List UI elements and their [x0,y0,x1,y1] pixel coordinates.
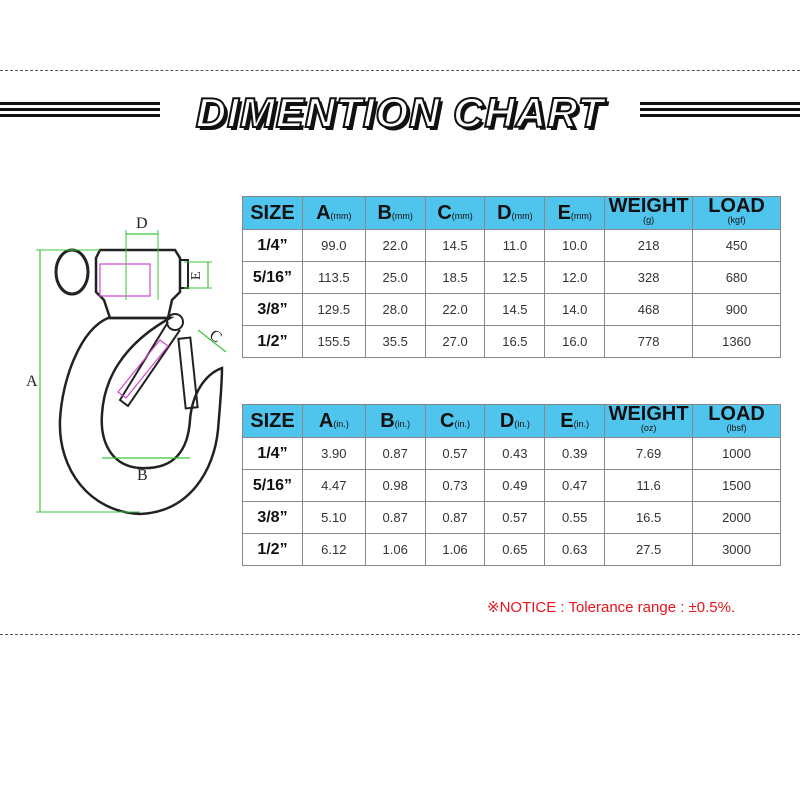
table-row [243,502,781,534]
cell-load: 1000 [693,438,781,470]
cell-size: 1/4” [243,230,303,262]
page-title: DIMENTION CHART [195,89,605,136]
header-b: B(in.) [365,405,425,438]
cell-e: 0.63 [545,534,605,566]
cell-weight: 7.69 [605,438,693,470]
header-size: SIZE [243,197,303,230]
cell-a: 3.90 [302,438,365,470]
cell-b: 28.0 [365,294,425,326]
cell-load: 1500 [693,470,781,502]
cell-d: 14.5 [485,294,545,326]
table-row [243,438,781,470]
cell-a: 4.47 [302,470,365,502]
cell-load: 900 [693,294,781,326]
table-imperial-header [243,405,781,438]
header-a: A(mm) [302,197,365,230]
hook-clevis [96,250,180,318]
cell-b: 25.0 [365,262,425,294]
table-row [243,326,781,358]
cell-size: 3/8” [243,502,303,534]
header-a: A(in.) [302,405,365,438]
dim-label-a: A [26,373,38,390]
table-row [243,470,781,502]
cell-d: 16.5 [485,326,545,358]
table-row [243,230,781,262]
cell-e: 0.39 [545,438,605,470]
cell-a: 99.0 [302,230,365,262]
cell-e: 0.55 [545,502,605,534]
dim-label-b: B [137,467,148,484]
header-e: E(mm) [545,197,605,230]
cell-size: 5/16” [243,262,303,294]
table-row [243,294,781,326]
cell-e: 10.0 [545,230,605,262]
cell-size: 3/8” [243,294,303,326]
cell-d: 0.43 [485,438,545,470]
cell-c: 0.57 [425,438,485,470]
cell-weight: 27.5 [605,534,693,566]
cell-c: 0.73 [425,470,485,502]
dim-label-c: C [205,326,225,347]
cell-a: 6.12 [302,534,365,566]
cell-a: 129.5 [302,294,365,326]
cell-b: 0.98 [365,470,425,502]
cell-size: 1/2” [243,326,303,358]
hook-latch-pivot [167,314,183,330]
cell-e: 16.0 [545,326,605,358]
cell-load: 450 [693,230,781,262]
cell-a: 5.10 [302,502,365,534]
cell-b: 0.87 [365,438,425,470]
cell-d: 0.65 [485,534,545,566]
header-weight: WEIGHT (g) [605,197,693,230]
cell-d: 11.0 [485,230,545,262]
cell-c: 27.0 [425,326,485,358]
cell-load: 680 [693,262,781,294]
table-row [243,534,781,566]
header-size: SIZE [243,405,303,438]
hook-body [60,318,222,514]
cell-e: 0.47 [545,470,605,502]
header-load: LOAD (kgf) [693,197,781,230]
header-e: E(in.) [545,405,605,438]
cell-e: 14.0 [545,294,605,326]
header-load: LOAD (lbsf) [693,405,781,438]
title-banner [0,88,800,138]
cell-weight: 218 [605,230,693,262]
cell-c: 0.87 [425,502,485,534]
cell-size: 1/4” [243,438,303,470]
header-weight: WEIGHT (oz) [605,405,693,438]
cell-d: 0.49 [485,470,545,502]
bottom-dashed-divider [0,634,800,635]
dimension-table-metric [242,196,781,358]
cell-c: 18.5 [425,262,485,294]
header-c: C(in.) [425,405,485,438]
cell-size: 5/16” [243,470,303,502]
cell-c: 1.06 [425,534,485,566]
cell-a: 113.5 [302,262,365,294]
cell-e: 12.0 [545,262,605,294]
cell-c: 22.0 [425,294,485,326]
dimension-table-imperial [242,404,781,566]
cell-load: 3000 [693,534,781,566]
left-stripes [0,102,160,124]
cell-weight: 468 [605,294,693,326]
cell-load: 1360 [693,326,781,358]
cell-a: 155.5 [302,326,365,358]
dim-label-e: E [189,271,204,280]
hook-eye-ring [56,250,88,294]
cell-d: 12.5 [485,262,545,294]
header-c: C(mm) [425,197,485,230]
table-row [243,262,781,294]
cell-weight: 328 [605,262,693,294]
tolerance-notice: ※NOTICE : Tolerance range : ±0.5%. [487,599,736,616]
cell-d: 0.57 [485,502,545,534]
cell-b: 0.87 [365,502,425,534]
cell-weight: 11.6 [605,470,693,502]
cell-c: 14.5 [425,230,485,262]
top-dashed-divider [0,70,800,71]
cell-load: 2000 [693,502,781,534]
table-metric-header [243,197,781,230]
cell-weight: 16.5 [605,502,693,534]
right-stripes [640,102,800,124]
header-d: D(in.) [485,405,545,438]
cell-b: 35.5 [365,326,425,358]
cell-b: 1.06 [365,534,425,566]
cell-b: 22.0 [365,230,425,262]
pink-inner-guide [100,264,150,296]
dim-label-d: D [136,215,148,232]
cell-weight: 778 [605,326,693,358]
header-b: B(mm) [365,197,425,230]
cell-size: 1/2” [243,534,303,566]
hook-diagram [0,190,240,530]
header-d: D(mm) [485,197,545,230]
